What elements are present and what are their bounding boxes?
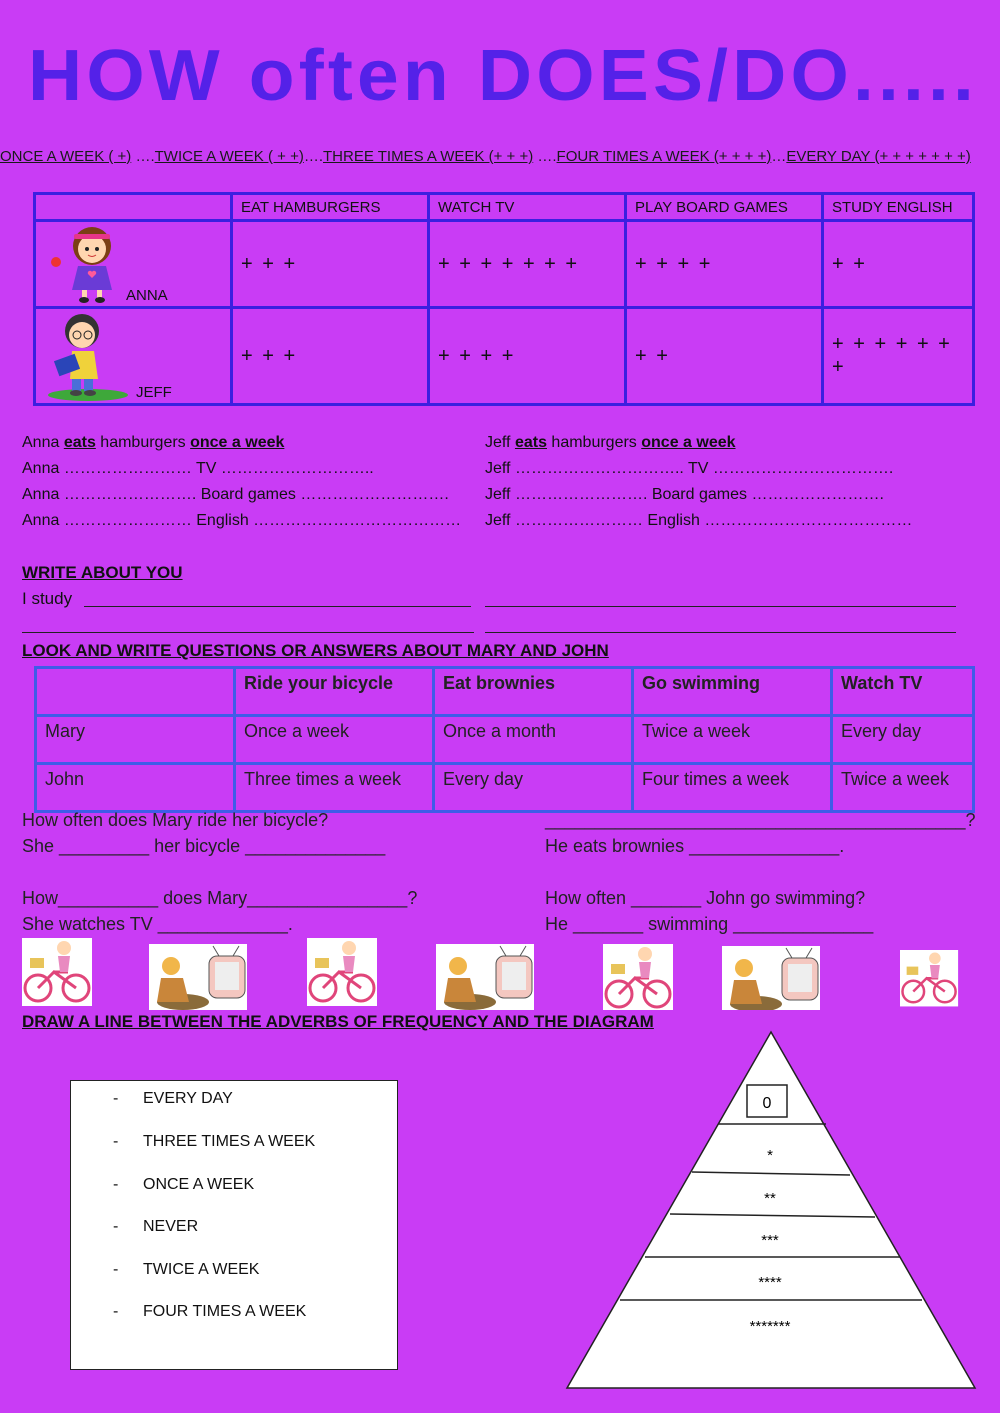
answer-line[interactable] — [485, 606, 956, 607]
legend-item: FOUR TIMES A WEEK (+ + + +) — [556, 148, 772, 165]
answer-line[interactable] — [22, 632, 474, 633]
worksheet-title — [28, 8, 988, 128]
table-row — [35, 308, 974, 405]
person-cell-jeff — [35, 308, 232, 405]
legend-item: EVERY DAY (+ + + + + + +) — [786, 148, 971, 165]
answer-field[interactable]: She _________ her bicycle ______________ — [22, 836, 386, 856]
value-cell: + + + + — [429, 308, 626, 405]
adverbs-box: - EVERY DAY - THREE TIMES A WEEK - ONCE A WEEK - NEVER - TWICE A WEEK - FOUR TIMES A WEEK — [70, 1080, 398, 1370]
question-4: How often _______ John go swimming? He _______ swimming ______________ — [545, 888, 874, 934]
person-name-anna: ANNA — [126, 287, 168, 304]
bicycle-image — [603, 944, 673, 1010]
table-row — [35, 221, 974, 308]
value-cell: + + + — [232, 221, 429, 308]
fill-sentence[interactable]: Jeff ………………………….. TV ……………………………. — [485, 460, 894, 477]
header-study-english: STUDY ENGLISH — [823, 194, 974, 221]
person-cell-anna — [35, 221, 232, 308]
legend-item: TWICE A WEEK ( + +) — [154, 148, 304, 165]
value-cell: + + + + + + + — [429, 221, 626, 308]
bicycle-image — [307, 938, 377, 1006]
anna-sentences — [22, 430, 472, 534]
level-label[interactable]: **** — [758, 1274, 782, 1291]
table-header-row: Ride your bicycle Eat brownies Go swimming Watch TV — [36, 668, 974, 716]
value-cell: + + — [823, 221, 974, 308]
level-label[interactable]: ** — [764, 1190, 776, 1207]
answer-line[interactable] — [84, 606, 471, 607]
mary-john-table — [34, 666, 975, 813]
header-play-board-games: PLAY BOARD GAMES — [626, 194, 823, 221]
header-watch-tv: WATCH TV — [429, 194, 626, 221]
question-field[interactable]: __________________________________________? — [545, 810, 976, 830]
jeff-sentences — [485, 430, 965, 534]
fill-sentence[interactable]: Anna …………………… English ………………………………… — [22, 512, 462, 529]
header-eat-hamburgers: EAT HAMBURGERS — [232, 194, 429, 221]
bicycle-image — [900, 950, 958, 1006]
value-cell: + + + + + + + — [823, 308, 974, 405]
value-cell: + + + — [232, 308, 429, 405]
question-2: __________________________________________? He eats brownies _______________. — [545, 807, 975, 859]
level-label[interactable]: *** — [761, 1232, 779, 1249]
level-label: 0 — [762, 1095, 772, 1112]
table-header-row — [35, 194, 974, 221]
mary-john-heading: LOOK AND WRITE QUESTIONS OR ANSWERS ABOUT MARY AND JOHN — [22, 641, 609, 660]
question-1: How often does Mary ride her bicycle? She _________ her bicycle ______________ — [22, 807, 385, 859]
i-study-prompt: I study — [22, 589, 73, 608]
fill-sentence[interactable]: Jeff …………………… English ………………………………… — [485, 512, 913, 529]
tv-image — [149, 944, 247, 1010]
value-cell: + + — [626, 308, 823, 405]
write-about-you-heading: WRITE ABOUT YOU — [22, 563, 183, 582]
level-label[interactable]: ******* — [749, 1318, 791, 1335]
example-sentence: Anna eats hamburgers once a week — [22, 434, 285, 451]
question-3: How__________ does Mary________________? She watches TV _____________. — [22, 888, 418, 934]
bicycle-image — [22, 938, 92, 1006]
fill-sentence[interactable]: Anna ……………………. Board games ………………………. — [22, 486, 449, 503]
person-name-jeff: JEFF — [136, 384, 172, 401]
tv-image — [722, 946, 820, 1010]
answer-line[interactable] — [485, 632, 956, 633]
boy-illustration — [42, 309, 138, 403]
value-cell: + + + + — [626, 221, 823, 308]
activity-frequency-table — [33, 192, 975, 406]
fill-sentence[interactable]: Jeff ……………………. Board games ……………………. — [485, 486, 884, 503]
draw-line-heading: DRAW A LINE BETWEEN THE ADVERBS OF FREQUENCY AND THE DIAGRAM — [22, 1012, 654, 1031]
fill-sentence[interactable]: Anna …………………… TV ……………………….. — [22, 460, 374, 477]
title-text: HOW often DOES/DO..... — [28, 36, 978, 116]
legend-item: ONCE A WEEK ( +) — [0, 148, 132, 165]
example-sentence: Jeff eats hamburgers once a week — [485, 434, 736, 451]
level-label[interactable]: * — [767, 1147, 773, 1164]
picture-strip — [0, 936, 1000, 1010]
girl-illustration — [42, 222, 132, 306]
frequency-pyramid — [560, 1028, 980, 1394]
table-row: Mary Once a week Once a month Twice a week Every day — [36, 716, 974, 764]
tv-image — [436, 944, 534, 1010]
table-row: John Three times a week Every day Four times a week Twice a week — [36, 764, 974, 812]
frequency-legend: ONCE A WEEK ( +) ….TWICE A WEEK ( + +)….THREE TIMES A WEEK (+ + +) ….FOUR TIMES A WEEK (+ + + +)…EVERY DAY (+ + + + + + +) — [0, 148, 971, 165]
legend-item: THREE TIMES A WEEK (+ + +) — [323, 148, 534, 165]
